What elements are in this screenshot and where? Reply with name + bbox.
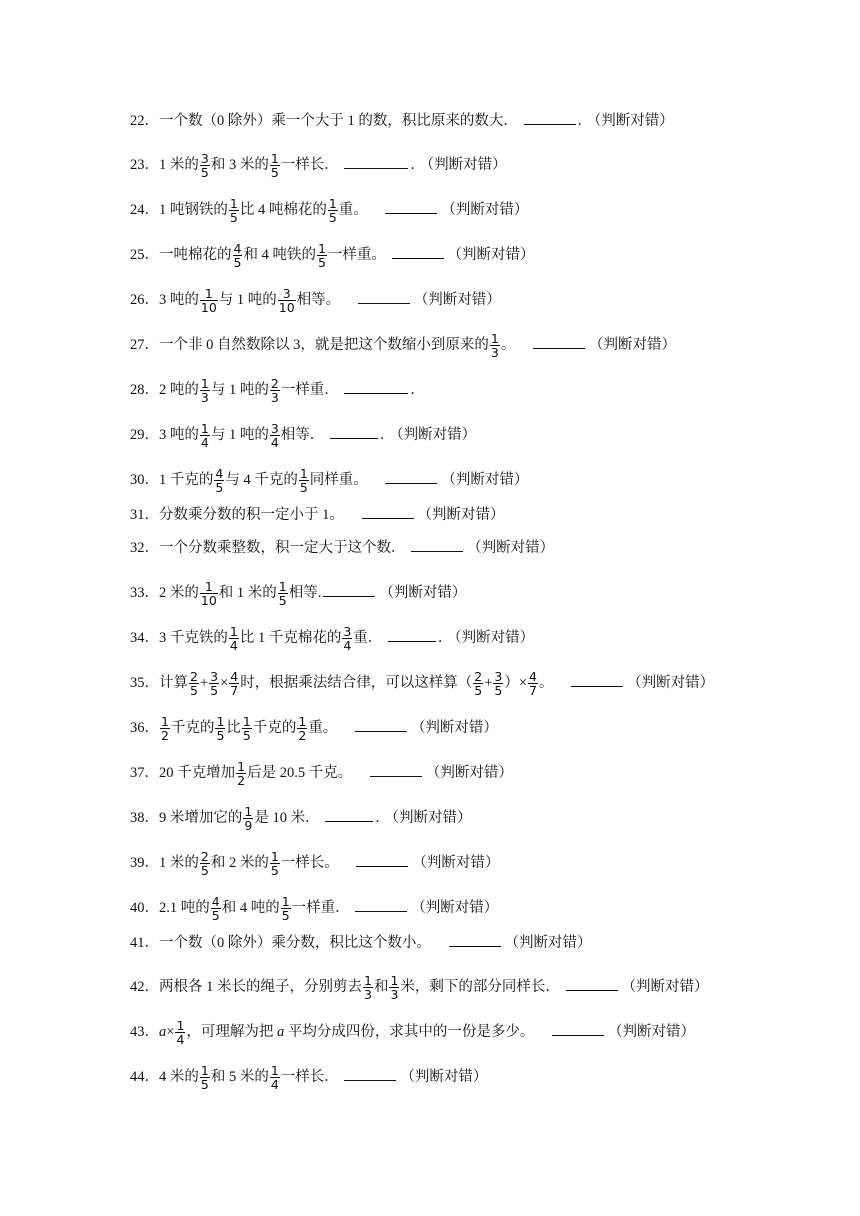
answer-blank[interactable]: [355, 719, 407, 732]
fraction: $\frac{1}{10}$: [200, 286, 217, 315]
fraction: $\frac{2}{5}$: [200, 849, 209, 878]
answer-blank[interactable]: [344, 1068, 396, 1081]
fraction: $\frac{1}{5}$: [270, 849, 279, 878]
question-41: 41．一个数（0 除外）乘分数，积比这个数小。 （判断对错）: [130, 935, 592, 951]
question-27: 27．一个非 0 自然数除以 3，就是把这个数缩小到原来的 $\frac{1}{3}$ 。 （判断对错）: [130, 331, 676, 360]
question-31: 31．分数乘分数的积一定小于 1。 （判断对错）: [130, 507, 505, 523]
fraction: $\frac{1}{4}$: [229, 624, 238, 653]
answer-blank[interactable]: [533, 336, 585, 349]
answer-blank[interactable]: [362, 506, 414, 519]
fraction: $\frac{3}{5}$: [200, 151, 209, 180]
fraction: $\frac{1}{10}$: [200, 579, 217, 608]
fraction: $\frac{1}{5}$: [270, 151, 279, 180]
fraction: $\frac{1}{4}$: [176, 1018, 185, 1047]
fraction: $\frac{4}{5}$: [211, 894, 220, 923]
fraction: $\frac{1}{3}$: [390, 973, 399, 1002]
question-25: 25．一吨棉花的 $\frac{4}{5}$ 和 4 吨铁的 $\frac{1}{5}$ 一样重。 （判断对错）: [130, 241, 535, 270]
fraction: $\frac{1}{9}$: [244, 804, 253, 833]
question-38: 38．9 米增加它的 $\frac{1}{9}$ 是 10 米． ． （判断对错）: [130, 804, 472, 833]
answer-blank[interactable]: [571, 674, 623, 687]
question-26: 26．3 吨的 $\frac{1}{10}$ 与 1 吨的 $\frac{3}{10}$ 相等。 （判断对错）: [130, 286, 501, 315]
fraction: $\frac{3}{10}$: [278, 286, 295, 315]
answer-blank[interactable]: [385, 471, 437, 484]
answer-blank[interactable]: [449, 934, 501, 947]
fraction: $\frac{1}{3}$: [490, 331, 499, 360]
question-34: 34．3 千克铁的 $\frac{1}{4}$ 比 1 千克棉花的 $\frac{3}{4}$ 重． ． （判断对错）: [130, 624, 535, 653]
answer-blank[interactable]: [388, 629, 436, 642]
fraction: $\frac{1}{5}$: [216, 714, 225, 743]
fraction: $\frac{1}{3}$: [200, 376, 209, 405]
fraction: $\frac{1}{4}$: [200, 421, 209, 450]
answer-blank[interactable]: [385, 201, 437, 214]
fraction: $\frac{4}{7}$: [230, 669, 239, 698]
fraction: $\frac{1}{5}$: [229, 196, 238, 225]
answer-blank[interactable]: [358, 291, 410, 304]
question-29: 29．3 吨的 $\frac{1}{4}$ 与 1 吨的 $\frac{3}{4}$ 相等． ． （判断对错）: [130, 421, 477, 450]
fraction: $\frac{4}{5}$: [215, 466, 224, 495]
fraction: $\frac{1}{5}$: [278, 579, 287, 608]
fraction: $\frac{1}{5}$: [200, 1063, 209, 1092]
fraction: $\frac{1}{3}$: [364, 973, 372, 1002]
fraction: $\frac{1}{2}$: [161, 714, 169, 743]
fraction: $\frac{2}{3}$: [270, 376, 279, 405]
question-35: 35．计算 $\frac{2}{5}$ + $\frac{3}{5}$ × $\frac{4}{7}$ 时，根据乘法结合律，可以这样算（ $\frac{2}{5}$ + $\frac{3}{5}$ ）× $\frac{4}{7}$ 。 （判断对错）: [130, 669, 715, 698]
answer-blank[interactable]: [392, 246, 444, 259]
question-36: 36． $\frac{1}{2}$ 千克的 $\frac{1}{5}$ 比 $\frac{1}{5}$ 千克的 $\frac{1}{2}$ 重。 （判断对错）: [130, 714, 498, 743]
answer-blank[interactable]: [344, 156, 408, 169]
question-32: 32．一个分数乘整数，积一定大于这个数． （判断对错）: [130, 540, 555, 556]
fraction: $\frac{3}{4}$: [343, 624, 352, 653]
answer-blank[interactable]: [325, 809, 373, 822]
answer-blank[interactable]: [566, 978, 618, 991]
answer-blank[interactable]: [330, 426, 378, 439]
fraction: $\frac{1}{5}$: [328, 196, 337, 225]
fraction: $\frac{1}{5}$: [299, 466, 308, 495]
answer-blank[interactable]: [552, 1023, 604, 1036]
question-33: 33．2 米的 $\frac{1}{10}$ 和 1 米的 $\frac{1}{5}$ 相等. （判断对错）: [130, 579, 467, 608]
fraction: $\frac{1}{5}$: [281, 894, 290, 923]
fraction: $\frac{3}{5}$: [494, 669, 503, 698]
question-42: 42．两根各 1 米长的绳子，分别剪去 $\frac{1}{3}$ 和 $\frac{1}{3}$ 米，剩下的部分同样长． （判断对错）: [130, 973, 709, 1002]
fraction: $\frac{4}{7}$: [529, 669, 537, 698]
fraction: $\frac{1}{2}$: [237, 759, 246, 788]
question-22: 22．一个数（0 除外）乘一个大于 1 的数，积比原来的数大． ． （判断对错）: [130, 113, 674, 129]
fraction: $\frac{3}{5}$: [210, 669, 219, 698]
fraction: $\frac{4}{5}$: [233, 241, 242, 270]
question-24: 24．1 吨钢铁的 $\frac{1}{5}$ 比 4 吨棉花的 $\frac{1}{5}$ 重。 （判断对错）: [130, 196, 529, 225]
question-30: 30．1 千克的 $\frac{4}{5}$ 与 4 千克的 $\frac{1}{5}$ 同样重。 （判断对错）: [130, 466, 529, 495]
answer-blank[interactable]: [370, 764, 422, 777]
answer-blank[interactable]: [411, 539, 463, 552]
question-43: 43．a× $\frac{1}{4}$ ，可理解为把 a 平均分成四份，求其中的一份是多少。 （判断对错）: [130, 1018, 696, 1047]
answer-blank[interactable]: [524, 112, 576, 125]
fraction: $\frac{1}{5}$: [242, 714, 251, 743]
fraction: $\frac{2}{5}$: [474, 669, 483, 698]
fraction: $\frac{3}{4}$: [270, 421, 279, 450]
answer-blank[interactable]: [356, 854, 408, 867]
fraction: $\frac{1}{5}$: [317, 241, 326, 270]
fraction: $\frac{1}{4}$: [270, 1063, 279, 1092]
question-39: 39．1 米的 $\frac{2}{5}$ 和 2 米的 $\frac{1}{5}$ 一样长。 （判断对错）: [130, 849, 500, 878]
question-37: 37．20 千克增加 $\frac{1}{2}$ 后是 20.5 千克。 （判断对错）: [130, 759, 513, 788]
answer-blank[interactable]: [344, 381, 408, 394]
question-28: 28．2 吨的 $\frac{1}{3}$ 与 1 吨的 $\frac{2}{3}$ 一样重． ．: [130, 376, 425, 405]
question-44: 44．4 米的 $\frac{1}{5}$ 和 5 米的 $\frac{1}{4}$ 一样长． （判断对错）: [130, 1063, 488, 1092]
fraction: $\frac{1}{2}$: [298, 714, 307, 743]
question-40: 40．2.1 吨的 $\frac{4}{5}$ 和 4 吨的 $\frac{1}{5}$ 一样重． （判断对错）: [130, 894, 499, 923]
fraction: $\frac{2}{5}$: [190, 669, 198, 698]
answer-blank[interactable]: [355, 899, 407, 912]
question-23: 23．1 米的 $\frac{3}{5}$ 和 3 米的 $\frac{1}{5}$ 一样长． ． （判断对错）: [130, 151, 507, 180]
answer-blank[interactable]: [323, 584, 375, 597]
